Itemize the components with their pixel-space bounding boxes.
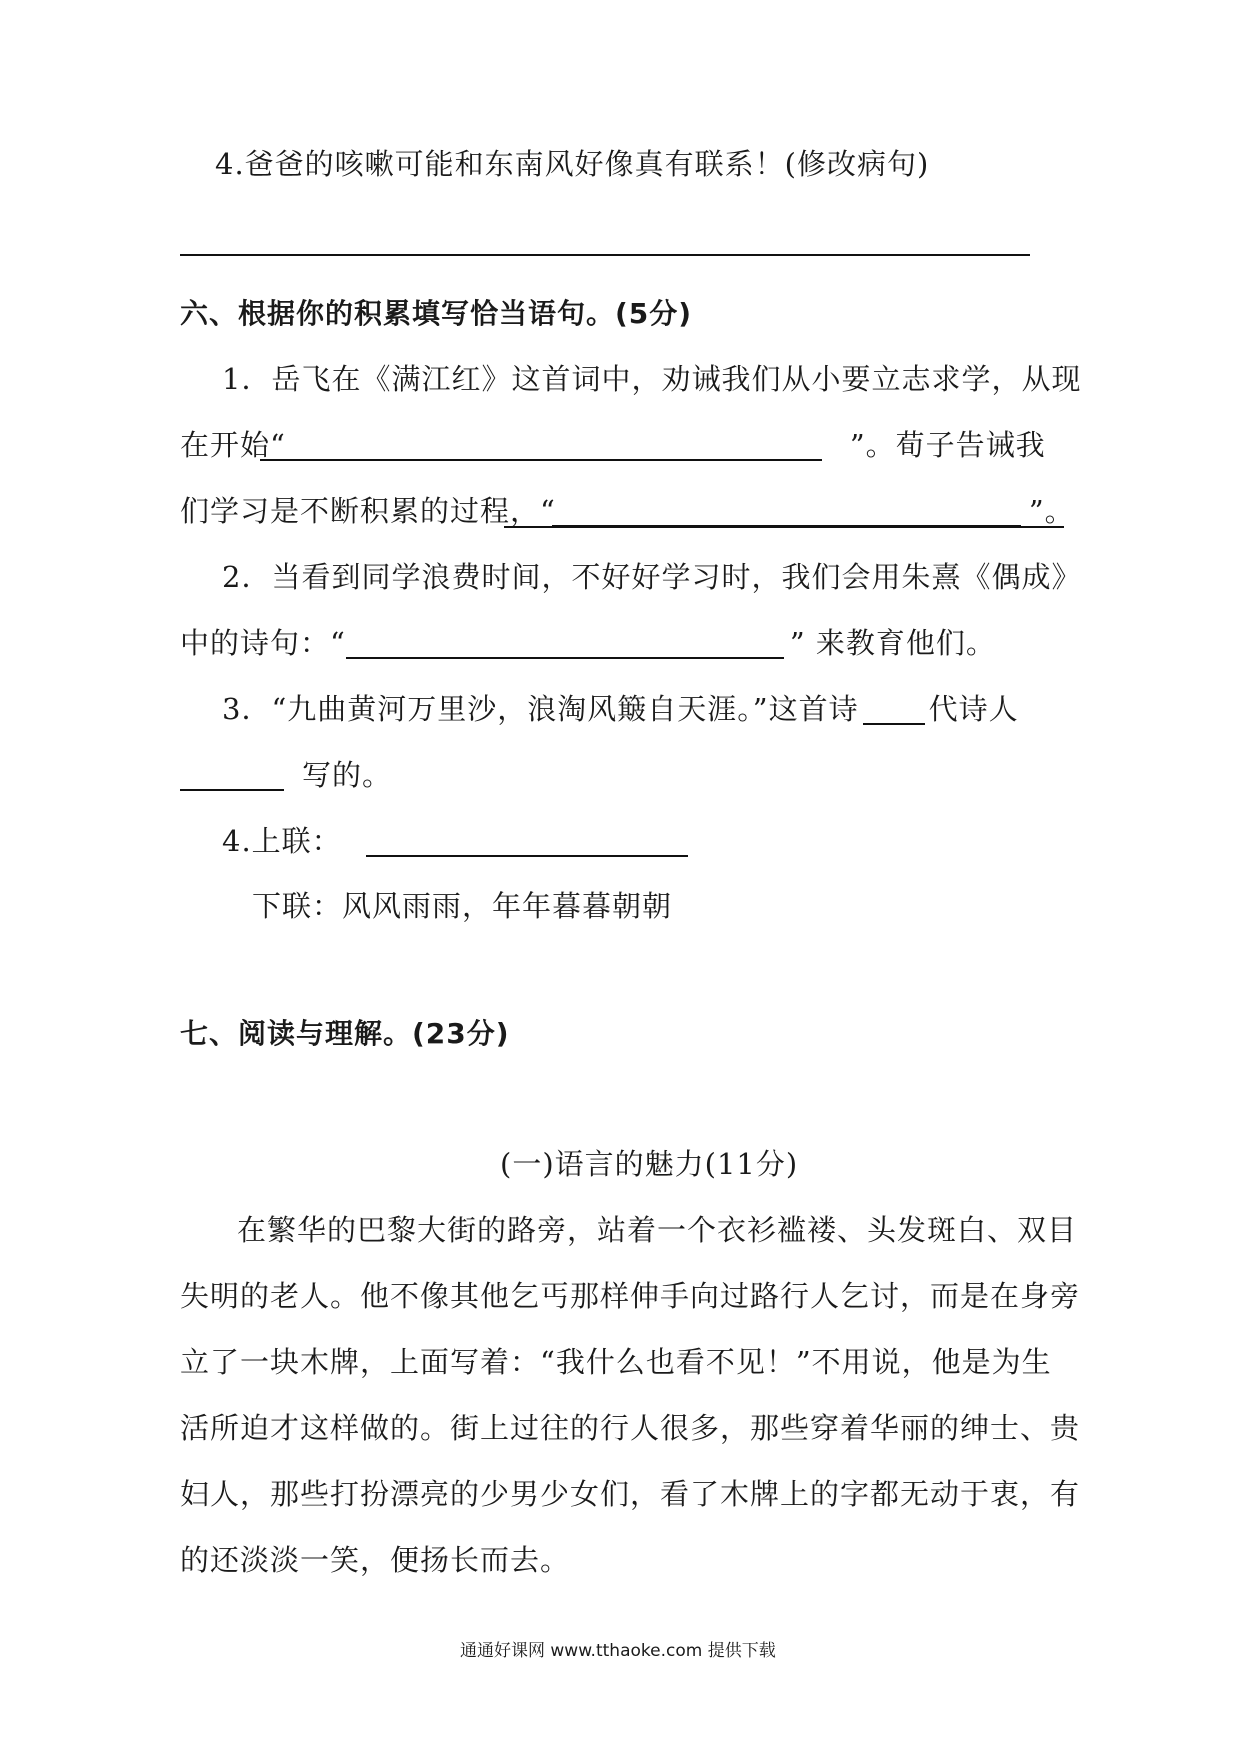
s6-item1-line3-prefix: 们学习是不断积累的过程，“ bbox=[180, 494, 556, 528]
s6-item2-line2-prefix: 中的诗句：“ bbox=[180, 626, 346, 660]
s6-item1-blank1[interactable] bbox=[260, 459, 822, 461]
s6-item3-dynasty-blank[interactable] bbox=[863, 723, 925, 725]
passage-line: 在繁华的巴黎大街的路旁，站着一个衣衫褴褛、头发斑白、双目 bbox=[237, 1213, 1078, 1247]
passage-line: 活所迫才这样做的。街上过往的行人很多，那些穿着华丽的绅士、贵 bbox=[180, 1411, 1081, 1445]
q5-item4-text: 4.爸爸的咳嗽可能和东南风好像真有联系！(修改病句) bbox=[215, 147, 930, 181]
passage-line: 失明的老人。他不像其他乞丐那样伸手向过路行人乞讨，而是在身旁 bbox=[180, 1279, 1081, 1313]
s6-item1-line2 bbox=[180, 428, 1046, 462]
passage-line: 妇人，那些打扮漂亮的少男少女们，看了木牌上的字都无动于衷，有 bbox=[180, 1477, 1081, 1511]
s6-item2-line2-suffix: ” 来教育他们。 bbox=[789, 626, 996, 660]
s6-item1-line3 bbox=[180, 494, 1075, 528]
s6-item2-blank[interactable] bbox=[346, 657, 784, 659]
s6-item1-blank2-underline bbox=[504, 526, 1064, 528]
passage-line: 的还淡淡一笑，便扬长而去。 bbox=[180, 1543, 571, 1577]
s6-item3-line2 bbox=[180, 758, 393, 792]
s6-item4-upper-blank[interactable] bbox=[366, 855, 688, 857]
section6-heading: 六、根据你的积累填写恰当语句。(5分) bbox=[180, 297, 693, 330]
s6-item2-line1: 2．当看到同学浪费时间，不好好学习时，我们会用朱熹《偶成》 bbox=[222, 560, 1082, 594]
s6-item1-line2-suffix: ”。荀子告诫我 bbox=[849, 428, 1046, 462]
s6-item1-line3-suffix: ”。 bbox=[1028, 494, 1075, 528]
s6-item3-line2-text: 写的。 bbox=[302, 758, 393, 792]
s6-item3-poet-blank[interactable] bbox=[180, 789, 284, 791]
s6-item3-line1-prefix: 3．“九曲黄河万里沙，浪淘风簸自天涯。”这首诗 bbox=[222, 692, 859, 726]
s6-item4-line2: 下联：风风雨雨，年年暮暮朝朝 bbox=[252, 889, 673, 923]
s6-item1-line1: 1．岳飞在《满江红》这首词中，劝诫我们从小要立志求学，从现 bbox=[222, 362, 1082, 396]
s6-item2-line2 bbox=[180, 626, 996, 660]
footer-credit: 通通好课网 www.tthaoke.com 提供下载 bbox=[460, 1641, 776, 1661]
s6-item3-line1-suffix: 代诗人 bbox=[928, 692, 1019, 726]
s6-item4-upper-label: 4.上联： bbox=[222, 824, 342, 858]
s6-item1-line2-prefix: 在开始“ bbox=[180, 428, 286, 462]
q5-item4-answer-line[interactable] bbox=[180, 254, 1030, 256]
section7-heading: 七、阅读与理解。(23分) bbox=[180, 1017, 510, 1050]
s6-item4-line1 bbox=[222, 824, 688, 858]
s6-item3-line1 bbox=[222, 692, 1019, 726]
passage-title: (一)语言的魅力(11分) bbox=[500, 1147, 799, 1181]
passage-line: 立了一块木牌，上面写着：“我什么也看不见！”不用说，他是为生 bbox=[180, 1345, 1052, 1379]
